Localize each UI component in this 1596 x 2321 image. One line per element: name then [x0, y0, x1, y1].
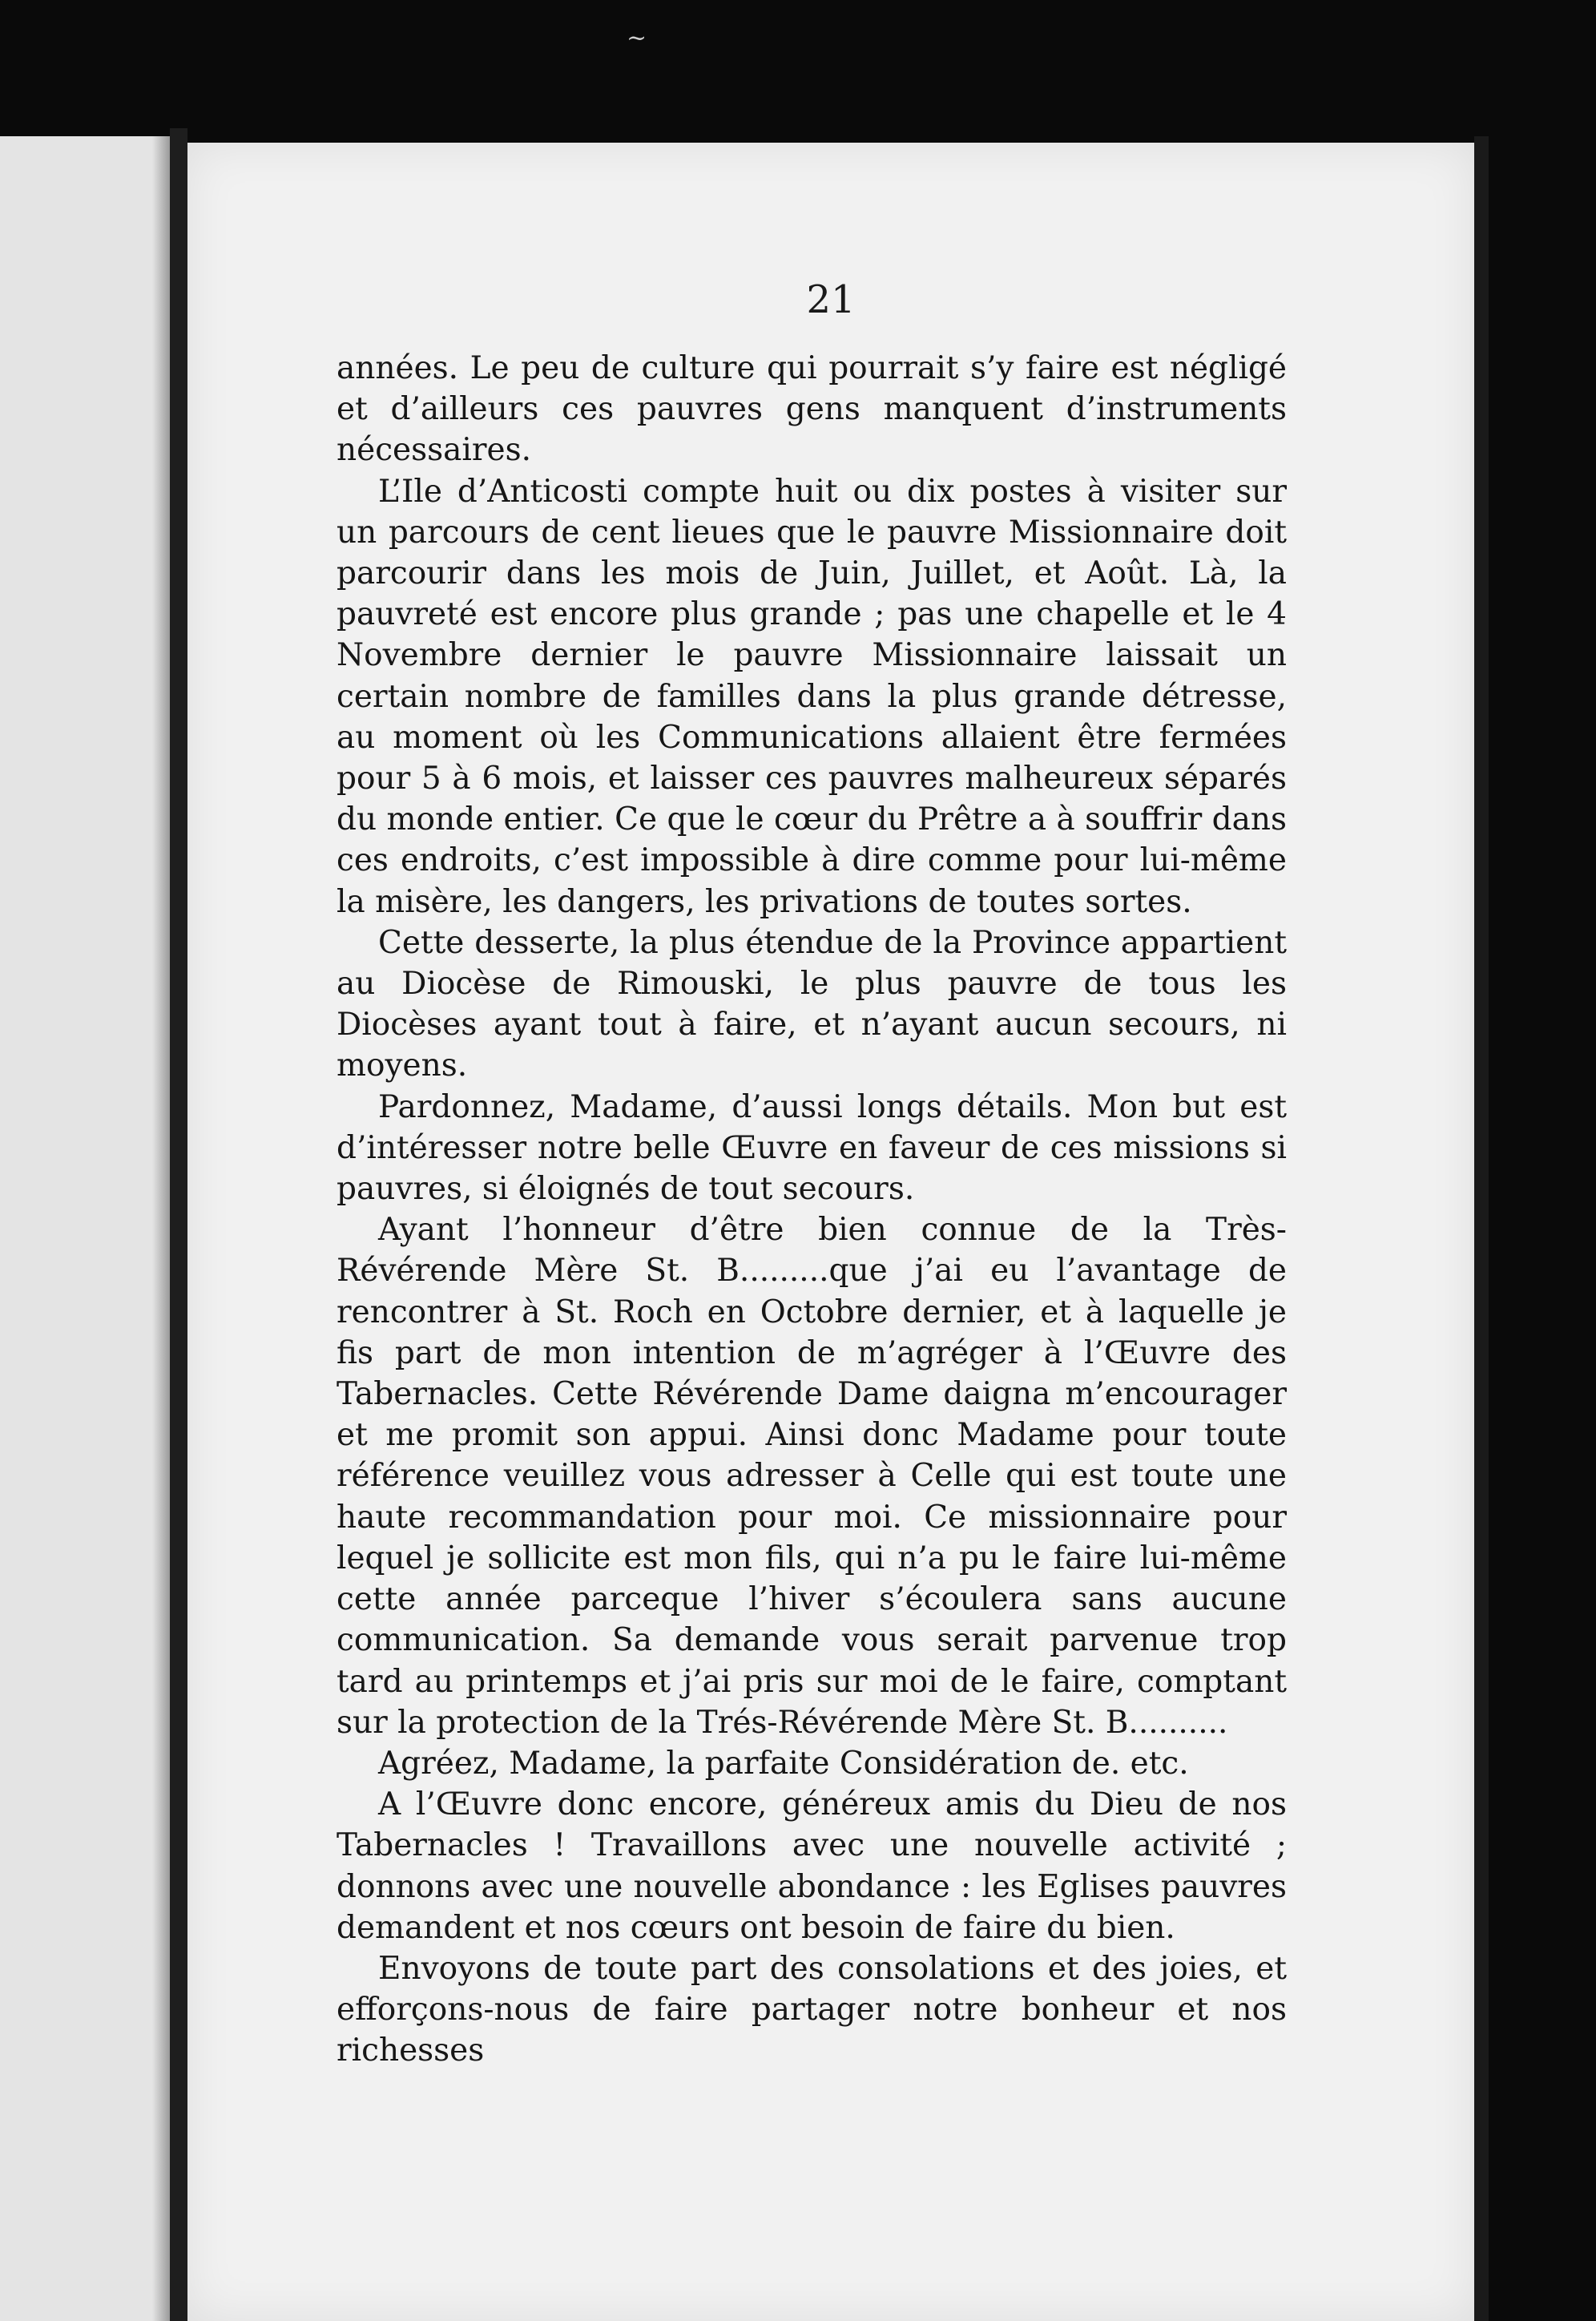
- paragraph-desserte: Cette desserte, la plus étendue de la Province appartient au Diocèse de Rimouski, le plus pauvre de tous les Diocèses ayant tout à faire, et n’ayant aucun secours, ni moyens.: [337, 924, 1287, 1084]
- paragraph-envoyons: Envoyons de toute part des consolations et des joies, et efforçons-nous de faire partager notre bonheur et nos richesses: [337, 1950, 1287, 2069]
- book-page: [187, 143, 1474, 2321]
- page-number: 21: [806, 277, 856, 322]
- paragraph-anticosti: L’Ile d’Anticosti compte huit ou dix postes à visiter sur un parcours de cent lieues que le pauvre Missionnaire doit parcourir dans les mois de Juin, Juillet, et Août. Là, la pauvreté est encore plus grande ; pas une chapelle et le 4 Novembre dernier le pauvre Missionnaire laissait un certain nombre de familles dans la plus grande détresse, au moment où les Communications allaient être fermées pour 5 à 6 mois, et laisser ces pauvres malheureux séparés du monde entier. Ce que le cœur du Prêtre a à souffrir dans ces endroits, c’est impossible à dire comme pour lui-même la misère, les dangers, les privations de toutes sortes.: [337, 473, 1287, 920]
- paragraph-pardonnez: Pardonnez, Madame, d’aussi longs détails. Mon but est d’intéresser notre belle Œuvre en faveur de ces missions si pauvres, si éloignés de tout secours.: [337, 1088, 1287, 1208]
- paragraph-oeuvre: A l’Œuvre donc encore, généreux amis du Dieu de nos Tabernacles ! Travaillons avec une nouvelle activité ; donnons avec une nouvelle abondance : les Eglises pauvres demandent et nos cœurs ont besoin de faire du bien.: [337, 1786, 1287, 1946]
- spine-shadow: [152, 136, 170, 2321]
- page-right-edge: [1474, 136, 1489, 2321]
- book-spine: [170, 128, 187, 2321]
- paragraph-ayant: Ayant l’honneur d’être bien connue de la Très-Révérende Mère St. B.........que j’ai eu l’avantage de rencontrer à St. Roch en Octobre dernier, et à laquelle je fis part de mon intention de m’agréger à l’Œuvre des Tabernacles. Cette Révérende Dame daigna m’encourager et me promit son appui. Ainsi donc Madame pour toute référence veuillez vous adresser à Celle qui est toute une haute recommandation pour moi. Ce missionnaire pour lequel je sollicite est mon fils, qui n’a pu le faire lui-même cette année parceque l’hiver s’écoulera sans aucune communication. Sa demande vous serait parvenue trop tard au printemps et j’ai pris sur moi de le faire, comptant sur la protection de la Trés-Révérende Mère St. B..........: [337, 1212, 1287, 1741]
- paragraph-agreez: Agréez, Madame, la parfaite Considération de. etc.: [378, 1745, 1189, 1782]
- page-body: [337, 348, 1287, 2072]
- scan-mark: ~: [627, 24, 647, 52]
- paragraph-continuation: années. Le peu de culture qui pourrait s’y faire est négligé et d’ailleurs ces pauvres gens manquent d’instruments nécessaires.: [337, 350, 1287, 469]
